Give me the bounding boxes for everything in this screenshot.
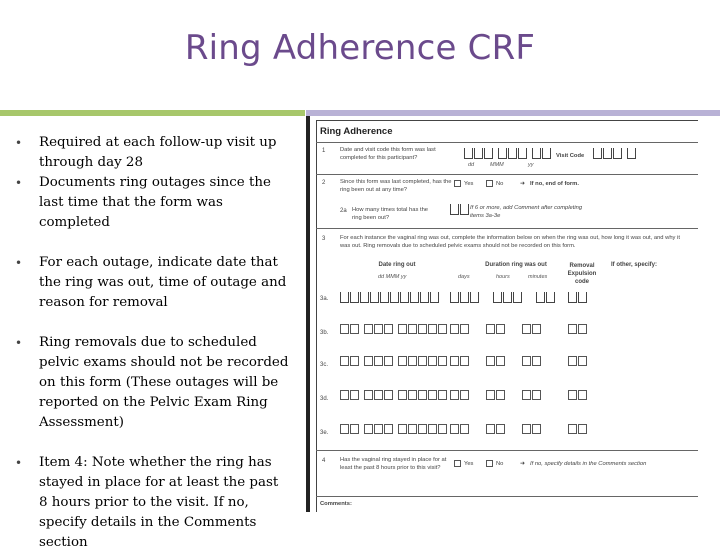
entry-slot [374,324,383,334]
no-checkbox [486,180,493,187]
entry-slot [578,424,587,434]
entry-slot [532,324,541,334]
entry-slot [374,356,383,366]
col-duration-header: Duration ring was out [485,262,547,268]
entry-slot [418,356,427,366]
entry-slot [408,390,417,400]
entry-slot [460,390,469,400]
entry-slot [460,324,469,334]
bullet-item: • Item 4: Note whether the ring has stayed in place for at least the past 8 hours prior to the visit. If no, specify details in the Comments section [10,453,290,553]
bullet-item: • Required at each follow-up visit up through day 28 [10,133,290,173]
entry-slot [486,356,495,366]
yes-checkbox [454,180,461,187]
entry-slot [450,324,459,334]
entry-slot [568,424,577,434]
row-label: 3e. [320,430,329,436]
entry-slot [340,324,349,334]
entry-slot [438,324,447,334]
entry-slot [578,324,587,334]
entry-slot [438,390,447,400]
date-unit: MMM [490,162,504,168]
entry-slot [408,324,417,334]
entry-slot [522,324,531,334]
item2a-boxes [450,204,470,215]
slide-title: Ring Adherence CRF [184,28,536,68]
visit-code-label: Visit Code [556,153,585,159]
entry-slot [486,324,495,334]
no-checkbox [486,460,493,467]
item4-question: Has the vaginal ring stayed in place for at least the past 8 hours prior to this visit? [340,457,447,471]
entry-slot [418,424,427,434]
row-label: 3d. [320,396,329,402]
entry-slot [428,390,437,400]
entry-slot [384,424,393,434]
bullet-item: • Ring removals due to scheduled pelvic exams should not be recorded on this form (These outages will be reported on the Pelvic Exam Ring Assessment) [10,333,290,433]
entry-slot [364,424,373,434]
entry-slot [340,424,349,434]
item4-no-note: If no, specify details in the Comments section [530,461,647,467]
entry-slot [496,390,505,400]
entry-slot [496,356,505,366]
arrow-icon: ➜ [520,461,525,467]
title-divider-green [0,110,305,116]
entry-slot [486,424,495,434]
yes-label: Yes [464,461,474,467]
item-number: 1 [322,148,326,154]
yes-label: Yes [464,181,474,187]
entry-slot [374,424,383,434]
item1-question: Date and visit code this form was last completed for this participant? [340,147,436,161]
col-removal-header: Removal Expulsion code [567,263,597,285]
entry-slot [364,356,373,366]
entry-slot [350,424,359,434]
entry-slot [364,324,373,334]
entry-slot [460,356,469,366]
visit-code-boxes [593,148,637,159]
entry-slot [438,424,447,434]
col-date-header: Date ring out [378,262,416,268]
entry-slot [568,324,577,334]
entry-slot [340,356,349,366]
entry-slot [496,324,505,334]
entry-slot [486,390,495,400]
item2-question: Since this form was last completed, has the ring been out at any time? [340,179,452,193]
arrow-icon: ➜ [520,181,525,187]
bullet-item: • Documents ring outages since the last time that the form was completed [10,173,290,233]
entry-slot [374,390,383,400]
col-duration-sub: hours [496,274,510,280]
entry-slot [578,390,587,400]
item3-instructions: For each instance the vaginal ring was out, complete the information below on when the ring was out, how long it was out, and why it was out. Ring removals due to scheduled pelvic exams should not be recorded on this form. [340,235,680,249]
entry-slot [532,390,541,400]
entry-slot [532,424,541,434]
item-number: 2a [340,208,347,214]
row-duration-boxes [450,292,556,303]
item2a-note: If 6 or more, add Comment after completing items 3a-3e [470,205,583,219]
entry-slot [384,324,393,334]
entry-slot [364,390,373,400]
form-edge [306,116,310,512]
entry-slot [532,356,541,366]
entry-slot [460,424,469,434]
entry-slot [350,390,359,400]
item-number: 4 [322,458,326,464]
entry-slot [408,424,417,434]
bullet-item: • For each outage, indicate date that the ring was out, time of outage and reason for removal [10,253,290,313]
entry-slot [428,324,437,334]
row-label: 3c. [320,362,329,368]
entry-slot [418,324,427,334]
item-number: 2 [322,180,326,186]
date-unit: dd [468,162,475,168]
col-other-header: If other, specify: [610,262,657,268]
entry-slot [384,356,393,366]
item2a-question: How many times total has the ring been out? [352,207,429,221]
entry-slot [340,390,349,400]
entry-slot [418,390,427,400]
entry-slot [350,324,359,334]
col-duration-sub: days [458,274,470,280]
no-label: No [496,461,504,467]
entry-slot [522,424,531,434]
yes-checkbox [454,460,461,467]
entry-slot [568,390,577,400]
crf-form-image [306,116,700,512]
date-unit: yy [528,162,534,168]
entry-slot [522,390,531,400]
entry-slot [398,324,407,334]
entry-slot [522,356,531,366]
entry-slot [398,390,407,400]
item1-date-boxes [464,148,552,159]
item-number: 3 [322,236,326,242]
col-duration-sub: minutes [528,274,548,280]
entry-slot [496,424,505,434]
entry-slot [428,356,437,366]
entry-slot [398,424,407,434]
entry-slot [428,424,437,434]
entry-slot [398,356,407,366]
entry-slot [450,356,459,366]
item2-no-note: If no, end of form. [530,181,579,187]
entry-slot [350,356,359,366]
no-label: No [496,181,504,187]
entry-slot [408,356,417,366]
bullet-list [10,133,290,553]
comments-label: Comments: [320,501,352,507]
entry-slot [438,356,447,366]
col-date-sub: dd MMM yy [378,274,407,280]
entry-slot [450,424,459,434]
form-title: Ring Adherence [320,126,393,137]
entry-slot [568,356,577,366]
row-label: 3b. [320,330,329,336]
row-date-boxes [340,292,440,303]
entry-slot [578,356,587,366]
row-label: 3a. [320,296,329,302]
row-removal-boxes [568,292,588,303]
entry-slot [450,390,459,400]
entry-slot [384,390,393,400]
